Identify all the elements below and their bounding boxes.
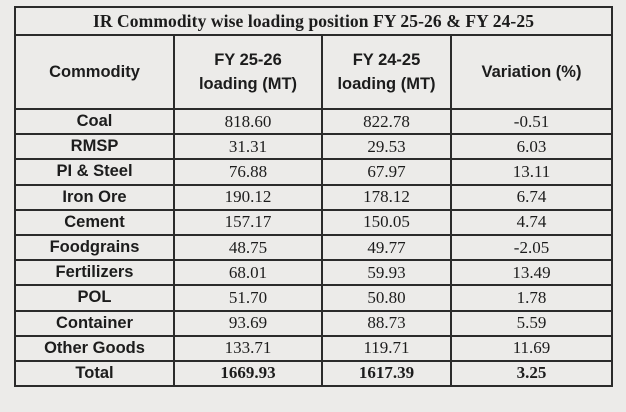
fy24-value-cell: 178.12 xyxy=(322,185,451,210)
total-fy25: 1669.93 xyxy=(174,361,322,386)
header-row xyxy=(15,35,612,109)
variation-cell: 13.49 xyxy=(451,260,612,285)
fy25-value-cell: 93.69 xyxy=(174,311,322,336)
commodity-cell: Fertilizers xyxy=(15,260,174,285)
header-fy24-line2: loading (MT) xyxy=(337,75,436,93)
header-fy24-loading xyxy=(322,35,451,109)
total-fy24: 1617.39 xyxy=(322,361,451,386)
table-row xyxy=(15,109,612,134)
fy25-value-cell: 157.17 xyxy=(174,210,322,235)
fy25-value-cell: 48.75 xyxy=(174,235,322,260)
table-row xyxy=(15,210,612,235)
variation-cell: 13.11 xyxy=(451,159,612,184)
fy25-value-cell: 818.60 xyxy=(174,109,322,134)
commodity-cell: Cement xyxy=(15,210,174,235)
table-row xyxy=(15,185,612,210)
fy24-value-cell: 822.78 xyxy=(322,109,451,134)
variation-cell: 11.69 xyxy=(451,336,612,361)
table-row xyxy=(15,336,612,361)
table-row xyxy=(15,285,612,310)
variation-cell: -0.51 xyxy=(451,109,612,134)
fy24-value-cell: 119.71 xyxy=(322,336,451,361)
commodity-cell: PI & Steel xyxy=(15,159,174,184)
table-title: IR Commodity wise loading position FY 25-26 & FY 24-25 xyxy=(15,7,612,35)
commodity-loading-table xyxy=(14,6,613,387)
fy25-value-cell: 68.01 xyxy=(174,260,322,285)
header-fy25-line2: loading (MT) xyxy=(198,75,298,93)
fy24-value-cell: 50.80 xyxy=(322,285,451,310)
variation-cell: -2.05 xyxy=(451,235,612,260)
variation-cell: 5.59 xyxy=(451,311,612,336)
fy24-value-cell: 29.53 xyxy=(322,134,451,159)
variation-cell: 4.74 xyxy=(451,210,612,235)
header-fy25-line1: FY 25-26 xyxy=(214,51,282,69)
fy24-value-cell: 150.05 xyxy=(322,210,451,235)
header-commodity: Commodity xyxy=(15,35,174,109)
commodity-cell: RMSP xyxy=(15,134,174,159)
total-variation: 3.25 xyxy=(451,361,612,386)
total-row xyxy=(15,361,612,386)
fy25-value-cell: 76.88 xyxy=(174,159,322,184)
fy24-value-cell: 49.77 xyxy=(322,235,451,260)
commodity-cell: Coal xyxy=(15,109,174,134)
fy25-value-cell: 190.12 xyxy=(174,185,322,210)
variation-cell: 6.03 xyxy=(451,134,612,159)
table-row xyxy=(15,260,612,285)
table-row xyxy=(15,311,612,336)
header-variation: Variation (%) xyxy=(451,35,612,109)
commodity-cell: Other Goods xyxy=(15,336,174,361)
header-fy24-line1: FY 24-25 xyxy=(352,51,421,69)
header-fy25-loading xyxy=(174,35,322,109)
fy24-value-cell: 88.73 xyxy=(322,311,451,336)
fy25-value-cell: 51.70 xyxy=(174,285,322,310)
commodity-cell: Container xyxy=(15,311,174,336)
table-row xyxy=(15,134,612,159)
fy24-value-cell: 59.93 xyxy=(322,260,451,285)
variation-cell: 6.74 xyxy=(451,185,612,210)
variation-cell: 1.78 xyxy=(451,285,612,310)
commodity-cell: Iron Ore xyxy=(15,185,174,210)
commodity-cell: Foodgrains xyxy=(15,235,174,260)
fy25-value-cell: 133.71 xyxy=(174,336,322,361)
title-row xyxy=(15,7,612,35)
table-row xyxy=(15,159,612,184)
table-row xyxy=(15,235,612,260)
table-body xyxy=(15,109,612,361)
total-label: Total xyxy=(15,361,174,386)
fy25-value-cell: 31.31 xyxy=(174,134,322,159)
fy24-value-cell: 67.97 xyxy=(322,159,451,184)
commodity-cell: POL xyxy=(15,285,174,310)
